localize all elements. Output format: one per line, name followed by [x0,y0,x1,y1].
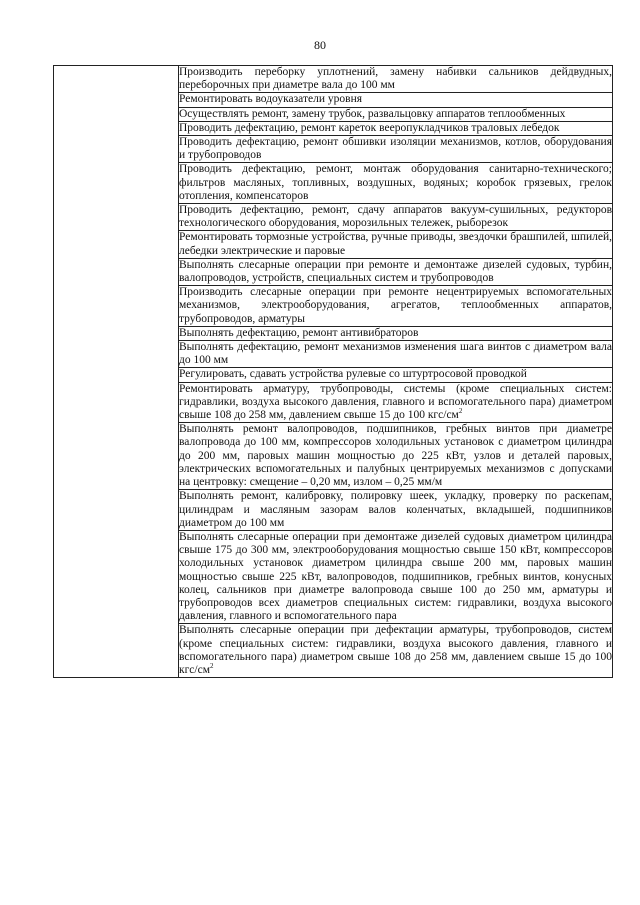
labor-action-cell [179,286,613,327]
table-body [54,66,613,678]
unit-superscript: 2 [210,662,214,671]
labor-action-text: Проводить дефектацию, ремонт кареток вееропукладчиков траловых лебедок [179,121,560,134]
labor-action-text: Проводить дефектацию, ремонт, монтаж оборудования санитарно-технического; фильтров масляных, топливных, воздушных, водяных; коробок грязевых, грелок отопления, компенсаторов [179,163,612,202]
labor-action-text: Ремонтировать водоуказатели уровня [179,93,363,106]
labor-action-cell [179,231,613,258]
labor-action-text: Производить переборку уплотнений, замену набивки сальников дейдвудных, переборочных при диаметре вала до 100 мм [179,66,612,92]
labor-action-text: Производить слесарные операции при ремонте нецентрируемых вспомогательных механизмов, электрооборудования, агрегатов, теплообменных аппаратов, трубопроводов, арматуры [179,286,612,325]
labor-action-text: Выполнять слесарные операции при дефектации арматуры, трубопроводов, систем (кроме специальных систем: гидравлики, воздуха высокого давления, главного и вспомогательного пара) диаметром свыше 108 до 258 мм, давлением свыше 15 до 100 кгс/см [179,624,612,676]
left-column-cell [54,66,179,678]
labor-action-cell [179,204,613,231]
labor-action-text: Проводить дефектацию, ремонт обшивки изоляции механизмов, котлов, оборудования и трубопроводов [179,136,612,162]
labor-action-text: Регулировать, сдавать устройства рулевые со штуртросовой проводкой [179,368,527,381]
labor-action-cell [179,382,613,423]
labor-action-text: Проводить дефектацию, ремонт, сдачу аппаратов вакуум-сушильных, редукторов технологического оборудования, морозильных тележек, рыборезок [179,204,612,230]
labor-action-text: Выполнять ремонт валопроводов, подшипников, гребных винтов при диаметре валопровода до 100 мм, компрессоров холодильных установок с диаметром цилиндра до 200 мм, паровых машин мощностью до 225 кВт, узлов и деталей паровых, электрических вспомогательных и палубных центрируемых механизмов с допусками на центровку: смещение – 0,20 мм, излом – 0,25 мм/м [179,423,612,489]
labor-action-text: Выполнять дефектацию, ремонт антивибраторов [179,326,419,339]
labor-action-cell [179,107,613,121]
unit-superscript: 2 [458,407,463,416]
labor-action-text: Выполнять слесарные операции при демонтаже дизелей судовых диаметром цилиндра свыше 175 до 300 мм, электрооборудования мощностью свыше 150 кВт, компрессоров холодильных установок диаметром цилиндра свыше 200 мм, паровых машин мощностью свыше 225 кВт, валопроводов, подшипников, гребных винтов, конусных колец, сальников при диаметре валопровода свыше 100 до 250 мм, арматуры и трубопроводов всех диаметров специальных систем: гидравлики, воздуха высокого давления, главного и вспомогательного пара [179,530,612,623]
labor-action-text: Выполнять дефектацию, ремонт механизмов изменения шага винтов с диаметром вала до 100 мм [179,341,612,367]
table-row [54,66,613,93]
labor-action-cell [179,258,613,285]
page-number: 80 [314,38,326,52]
labor-action-cell [179,136,613,163]
labor-action-cell [179,66,613,93]
labor-action-text: Ремонтировать тормозные устройства, ручные приводы, звездочки брашпилей, шпилей, лебедки электрические и паровые [179,231,612,257]
labor-action-cell [179,341,613,368]
labor-action-text: Выполнять слесарные операции при ремонте и демонтаже дизелей судовых, турбин, валопроводов, устройств, специальных систем и трубопроводов [179,258,612,285]
labor-action-text: Ремонтировать арматуру, трубопроводы, системы (кроме специальных систем: гидравлики, воздуха высокого давления, главного и вспомогательного пара) диаметром свыше 108 до 258 мм, давлением свыше 15 до 100 кгс/см [179,382,612,422]
labor-action-cell [179,121,613,135]
labor-action-text: Осуществлять ремонт, замену трубок, развальцовку аппаратов теплообменных [179,107,566,120]
labor-actions-table [53,65,613,678]
labor-action-cell [179,163,613,204]
labor-action-cell [179,530,613,623]
labor-action-cell [179,93,613,107]
labor-action-cell [179,624,613,678]
labor-action-cell [179,490,613,531]
labor-action-cell [179,326,613,340]
labor-action-cell [179,368,613,382]
labor-action-text: Выполнять ремонт, калибровку, полировку шеек, укладку, проверку по раскепам, цилиндрам и масляным зазорам валов коленчатых, вкладышей, подшипников диаметром до 100 мм [179,490,612,529]
labor-action-cell [179,423,613,490]
